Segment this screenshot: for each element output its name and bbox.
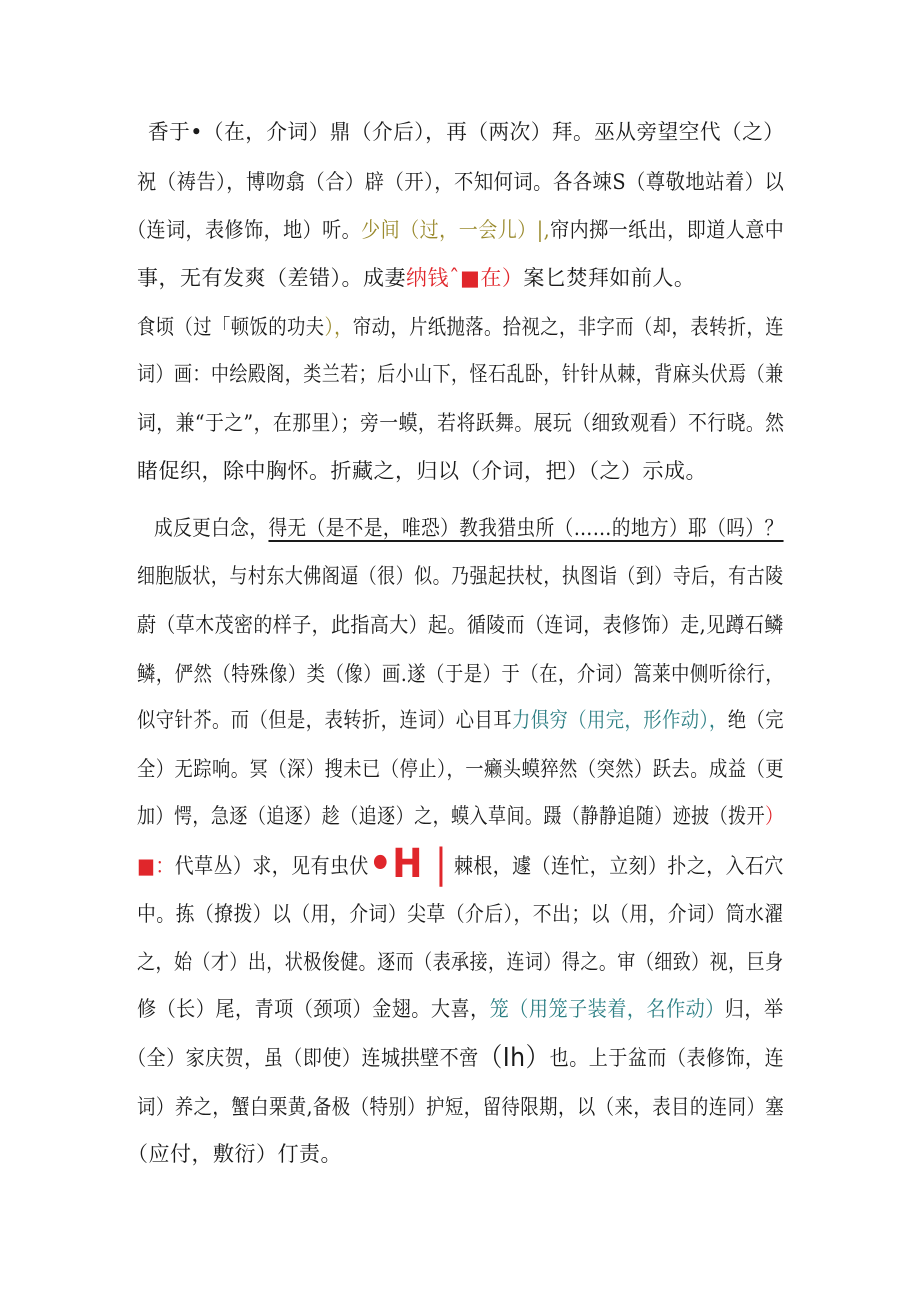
annotation-red: 纳钱ˆ■在） [406, 266, 524, 290]
text-segment: 帘内掷一纸出，即道人意中 [550, 218, 785, 242]
text-segment: 似守针芥。而（但是，表转折，连词）心目耳 [137, 708, 512, 732]
text-segment: （连词，表修饰，地）听。 [127, 218, 362, 242]
text-line [137, 167, 784, 197]
text-line [127, 1139, 342, 1169]
text-line [137, 705, 784, 735]
text-segment: 成反更白念， [154, 516, 269, 540]
text-line [137, 610, 784, 640]
text-line [137, 408, 784, 438]
text-segment: 食顷（过「顿饭的功夫 [137, 315, 325, 339]
text-line [127, 215, 784, 245]
text-segment: 之，始（才）出，状极俊健。逐而（表承接，连词）得之。审（细致）视，巨身 [137, 950, 784, 974]
text-segment: （应付，敷衍）仃责。 [127, 1142, 342, 1166]
underlined-question: 得无（是不是，唯恐）教我猎虫所（……的地方）耶（吗）？ [268, 516, 784, 540]
text-line [137, 359, 784, 389]
annotation-red: ■： [137, 854, 175, 878]
annotation-teal: 笼（用笼子装着，名作动） [489, 997, 725, 1021]
text-segment: （全）家庆贺，虽（即使）连城拱壁不啻 [127, 1046, 479, 1070]
text-line [137, 456, 707, 486]
text-segment: 绝（完 [727, 708, 785, 732]
text-segment: 修（长）尾，青项（颈项）金翅。大喜， [137, 997, 490, 1021]
text-segment: 加）愕，急逐（追逐）趁（追逐）之，蟆入草间。蹑（静静追随）迹披（拨开 [137, 804, 766, 828]
text-segment: 细胞版状，与村东大佛阁逼（很）似。乃强起扶杖，执图诣（到）寺后，有古陵 [137, 564, 784, 588]
text-segment: 也。上于盆而（表修饰，连 [549, 1046, 785, 1070]
text-line [137, 561, 784, 591]
text-line [154, 513, 784, 543]
text-segment: 蔚（草木茂密的样子，此指高大）起。循陵而（连词，表修饰）走,见蹲石鳞 [137, 613, 784, 637]
text-segment: 香于•（在，介词）鼎（介后），再（两次）拜。巫从旁望空代（之） [148, 120, 785, 144]
text-line [127, 1043, 784, 1073]
text-line [137, 312, 784, 342]
text-segment: 代草丛）求，见有虫伏 [174, 854, 369, 878]
annotation-olive: 少间（过，一会儿）|, [361, 218, 551, 242]
text-line [137, 659, 784, 689]
text-line [137, 947, 784, 977]
text-line [137, 841, 784, 887]
text-segment: 事，无有发爽（差错）。成妻 [137, 266, 406, 290]
annotation-red: ） [765, 804, 784, 828]
text-segment: 归，举 [724, 997, 784, 1021]
text-segment: 帘动，片纸抛落。拾视之，非字而（却，表转折，连 [352, 315, 785, 339]
text-line [137, 801, 784, 831]
text-line [137, 263, 695, 293]
annotation-olive: ）， [324, 315, 353, 339]
text-line [137, 754, 784, 784]
text-segment: 中。拣（撩拨）以（用，介词）尖草（介后），不出；以（用，介词）筒水濯 [137, 902, 784, 926]
red-glyph-artifact: •H [368, 841, 423, 887]
text-segment: 词）养之，蟹白栗黄,备极（特别）护短，留待限期，以（来，表目的连同）塞 [137, 1095, 785, 1119]
text-line [137, 899, 784, 929]
text-segment: 睹促织，除中胸怀。折藏之，归以（介词，把）（之）示成。 [137, 459, 707, 483]
text-segment: 棘根，遽（连忙，立刻）扑之，入石穴 [447, 854, 784, 878]
text-line [137, 994, 784, 1024]
red-bar-artifact: | [422, 841, 448, 887]
text-line [148, 117, 784, 147]
text-segment: 祝（祷告），博吻翕（合）辟（开），不知何词。各各竦S（尊敬地站着）以 [137, 170, 785, 194]
text-segment: 词）画：中绘殿阁，类兰若；后小山下，怪石乱卧，针针从棘，背麻头伏焉（兼 [137, 362, 784, 386]
large-gloss: （Ih） [478, 1043, 550, 1073]
text-line [137, 1092, 784, 1122]
annotation-teal: 力俱穷（用完，形作动）， [511, 708, 728, 732]
text-segment: 词，兼“于之”，在那里）；旁一蟆，若将跃舞。展玩（细致观看）不行晓。然 [137, 411, 785, 435]
text-segment: 案匕焚拜如前人。 [523, 266, 696, 290]
text-segment: 鳞，俨然（特殊像）类（像）画.遂（于是）于（在，介词）篙莱中侧听徐行， [137, 662, 785, 686]
text-segment: 全）无踪响。冥（深）搜未已（停止），一癞头蟆猝然（突然）跃去。成益（更 [137, 757, 785, 781]
